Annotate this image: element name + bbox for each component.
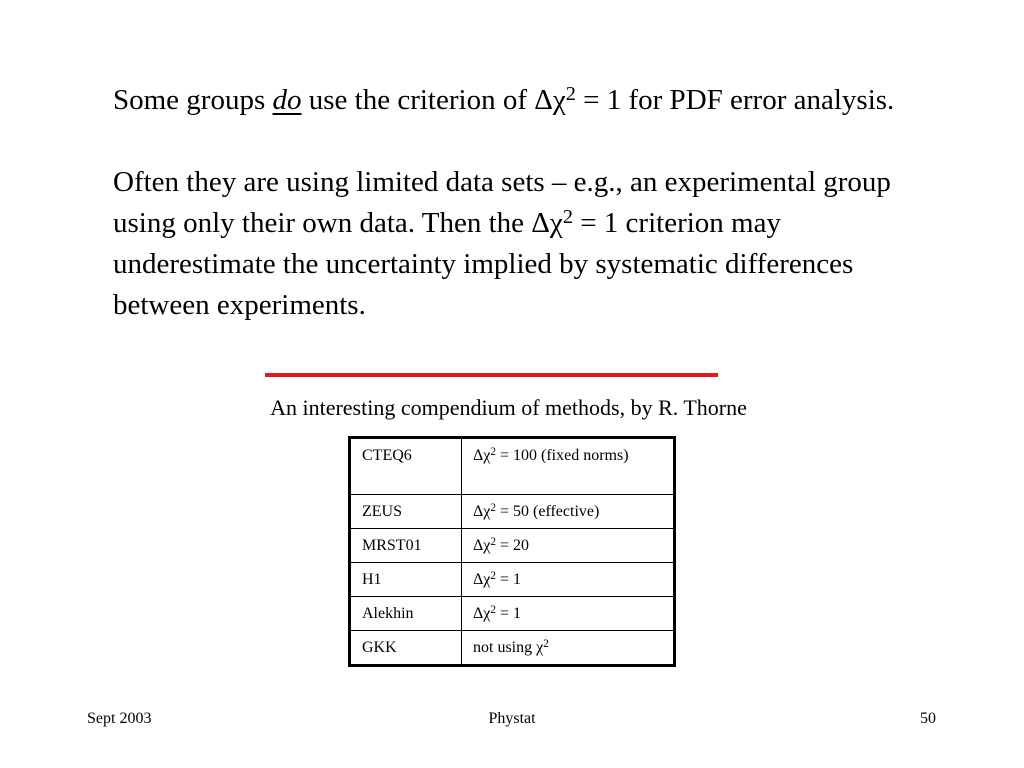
criterion-cell	[462, 529, 675, 563]
p2-text-end: = 1 criterion may underestimate the uncertainty implied by systematic differences between experiments.	[113, 207, 854, 321]
methods-table-body	[350, 438, 675, 666]
criterion-suffix: = 1	[495, 605, 522, 622]
criterion-superscript: 2	[490, 569, 496, 582]
table-row	[350, 438, 675, 495]
table-caption: An interesting compendium of methods, by R. Thorne	[270, 395, 747, 420]
footer-page-number: 50	[920, 710, 936, 727]
footer-date: Sept 2003	[87, 710, 152, 727]
group-name-cell: MRST01	[350, 529, 462, 563]
p1-text-middle: use the criterion of Δχ	[301, 84, 566, 116]
table-row	[350, 529, 675, 563]
paragraph-limited-data	[113, 162, 903, 326]
criterion-prefix: Δχ	[473, 605, 491, 622]
p2-text-start: Often they are using limited data sets – e.g., an experimental group using only their own data. Then the Δχ	[113, 166, 891, 239]
criterion-suffix: = 50 (effective)	[495, 503, 600, 520]
footer-title: Phystat	[488, 710, 536, 727]
criterion-prefix: Δχ	[473, 447, 491, 464]
table-row	[350, 563, 675, 597]
group-name-cell: CTEQ6	[350, 438, 462, 495]
methods-table	[348, 436, 676, 667]
criterion-superscript: 2	[490, 603, 496, 616]
criterion-cell	[462, 495, 675, 529]
table-row	[350, 631, 675, 666]
emphasis-do: do	[272, 84, 302, 116]
table-row	[350, 597, 675, 631]
group-name-cell: Alekhin	[350, 597, 462, 631]
criterion-prefix: not using χ	[473, 639, 544, 656]
criterion-cell	[462, 438, 675, 495]
group-name-cell: H1	[350, 563, 462, 597]
criterion-superscript: 2	[543, 637, 549, 650]
p1-text-start: Some groups	[113, 84, 273, 116]
group-name-cell: ZEUS	[350, 495, 462, 529]
p1-superscript: 2	[565, 82, 576, 105]
criterion-prefix: Δχ	[473, 537, 491, 554]
group-name-cell: GKK	[350, 631, 462, 666]
criterion-suffix: = 20	[495, 537, 530, 554]
criterion-suffix: = 100 (fixed norms)	[495, 447, 629, 464]
criterion-cell	[462, 631, 675, 666]
paragraph-criterion	[113, 80, 903, 121]
criterion-superscript: 2	[490, 445, 496, 458]
criterion-suffix: = 1	[495, 571, 522, 588]
criterion-cell	[462, 597, 675, 631]
criterion-superscript: 2	[490, 501, 496, 514]
criterion-cell	[462, 563, 675, 597]
table-row	[350, 495, 675, 529]
criterion-prefix: Δχ	[473, 503, 491, 520]
criterion-superscript: 2	[490, 535, 496, 548]
criterion-prefix: Δχ	[473, 571, 491, 588]
slide-body	[113, 80, 903, 326]
p2-superscript: 2	[562, 205, 573, 228]
p1-text-end: = 1 for PDF error analysis.	[575, 84, 895, 116]
red-underline-divider	[265, 373, 718, 377]
